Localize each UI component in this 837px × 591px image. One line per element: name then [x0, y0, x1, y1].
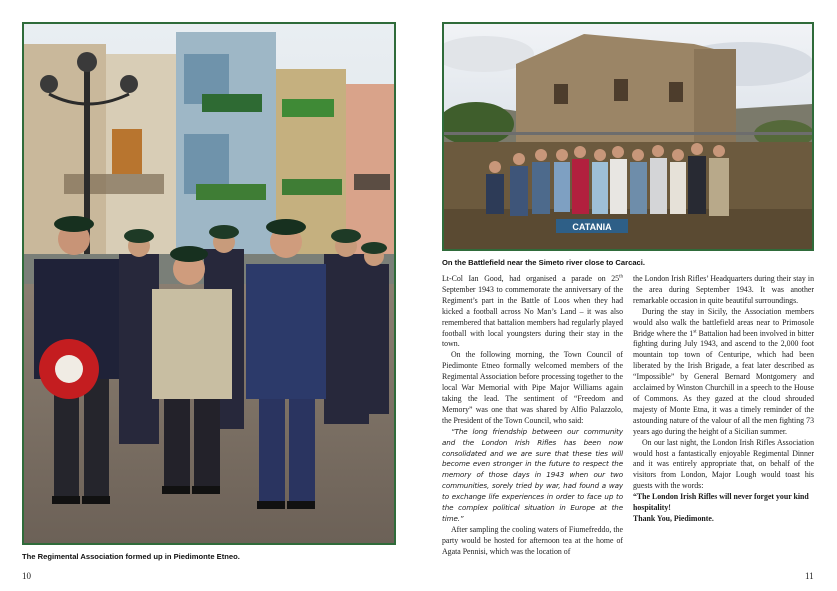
catania-sign: CATANIA [572, 222, 612, 232]
battlefield-photo [442, 22, 814, 251]
page-number-left: 10 [22, 571, 31, 581]
paragraph: Lt-Col Ian Good, had organised a parade on 25th September 1943 to commemorate the anniversary of the Regiment’s part in the Battle of Loos when they had kicked a football across No Man’s Land – it was also remembered that battalion members had regularly played football with local youngsters during their stay in the town. [442, 274, 623, 349]
page-number-right: 11 [805, 571, 814, 581]
paragraph: After sampling the cooling waters of Fiumefreddo, the party would be hosted for afternoon tea at the home of Agata Pennisi, which was the location of [442, 524, 623, 556]
quote: “The long friendship between our community and the London Irish Rifles has been now consolidated and we are sure that these ties will become even stronger in the future to respect the memory of those days in 1943 when our two communities, sorely tried by war, had found a way to exchange life experiences in order to face up to the complex political situation in Europe at the time.” [442, 426, 623, 523]
article-column-1 [442, 274, 623, 558]
parade-photo [22, 22, 396, 545]
caption-left: The Regimental Association formed up in Piedimonte Etneo. [22, 552, 240, 561]
paragraph: On the following morning, the Town Council of Piedimonte Etneo formally welcomed members of the Regimental Association before processing together to the local War Memorial with Pipe Major Williams again taking the lead. The sentiment of “Freedom and Memory” was one that was shared by Alfio Palazzolo, the President of the Town Council, who said: [442, 350, 623, 425]
paragraph: the London Irish Rifles’ Headquarters during their stay in the area during September 1943. It was another remarkable occasion in quite beautiful surroundings. [633, 274, 814, 305]
caption-right: On the Battlefield near the Simeto river close to Carcaci. [442, 258, 645, 267]
article-column-2 [633, 274, 814, 525]
closing-quote: “The London Irish Rifles will never forget your kind hospitality! [633, 492, 809, 513]
paragraph: On our last night, the London Irish Rifles Association would host a fantastically enjoyable Regimental Dinner and it was entirely appropriate that, on behalf of the visitors from London, Major Lough would toast his guests with the words: [633, 437, 814, 491]
paragraph: During the stay in Sicily, the Association members would also walk the battlefield areas near to Primosole Bridge where the 1st Battalion had been involved in bitter fighting during July 1943, and ascend to the 2,000 foot mountain top town of Centuripe, which had been liberated by the Irish Brigade, a feat later described as “Impossible” by General Bernard Montgomery and acclaimed by Winston Churchill in a speech to the House of Commons. As they gazed at the cloud shrouded majesty of Monte Etna, it was a timely reminder of the astounding nature of the valour of all the men fighting 73 years ago during the height of a Sicilian summer. [633, 306, 814, 436]
thanks-line: Thank You, Piedimonte. [633, 513, 714, 523]
